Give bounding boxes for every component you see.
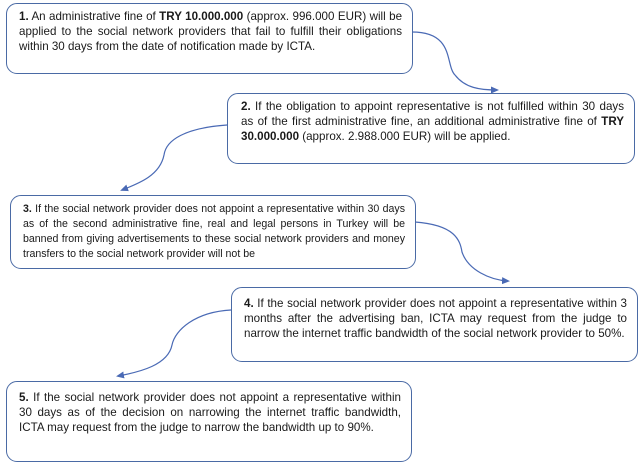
step-4-box xyxy=(231,287,638,362)
step-number: 2. xyxy=(241,100,251,113)
step-text: If the obligation to appoint representative is not fulfilled within 30 days as of the first administrative fine, an additional administrative fine of xyxy=(241,100,624,128)
step-2-box xyxy=(227,93,635,164)
step-3-box xyxy=(10,195,416,269)
step-1-box xyxy=(6,3,413,74)
step-text: An administrative fine of xyxy=(28,10,160,23)
step-text: (approx. 2.988.000 EUR) will be applied. xyxy=(299,130,511,143)
step-5-box xyxy=(6,381,412,462)
step-text: If the social network provider does not appoint a representative within 3 months after the advertising ban, ICTA may request from the judge to narrow the internet traffic bandwidth of the social network provider to 50%. xyxy=(244,297,627,340)
step-text: If the social network provider does not appoint a representative within 30 days as of the decision on narrowing the internet traffic bandwidth, ICTA may request from the judge to narrow the bandwidth up to 90%. xyxy=(19,391,401,434)
arrow-3-to-4 xyxy=(415,222,508,281)
fine-amount: TRY 30.000.000 xyxy=(241,115,624,143)
step-number: 5. xyxy=(19,391,29,404)
step-text: If the social network provider does not appoint a representative within 30 days as of the second administrative fine, real and legal persons in Turkey will be banned from giving advertisements to these social network providers and money transfers to the social network provider will not be xyxy=(23,203,405,260)
arrow-2-to-3 xyxy=(122,125,227,190)
step-text: (approx. 996.000 EUR) will be applied to the social network providers that fail to fulfill their obligations within 30 days from the date of notification made by ICTA. xyxy=(19,10,403,53)
step-number: 3. xyxy=(23,203,32,215)
arrow-1-to-2 xyxy=(412,32,497,90)
step-number: 4. xyxy=(244,297,254,310)
arrow-4-to-5 xyxy=(118,310,231,376)
step-number: 1. xyxy=(19,10,29,23)
fine-amount: TRY 10.000.000 xyxy=(159,10,244,23)
